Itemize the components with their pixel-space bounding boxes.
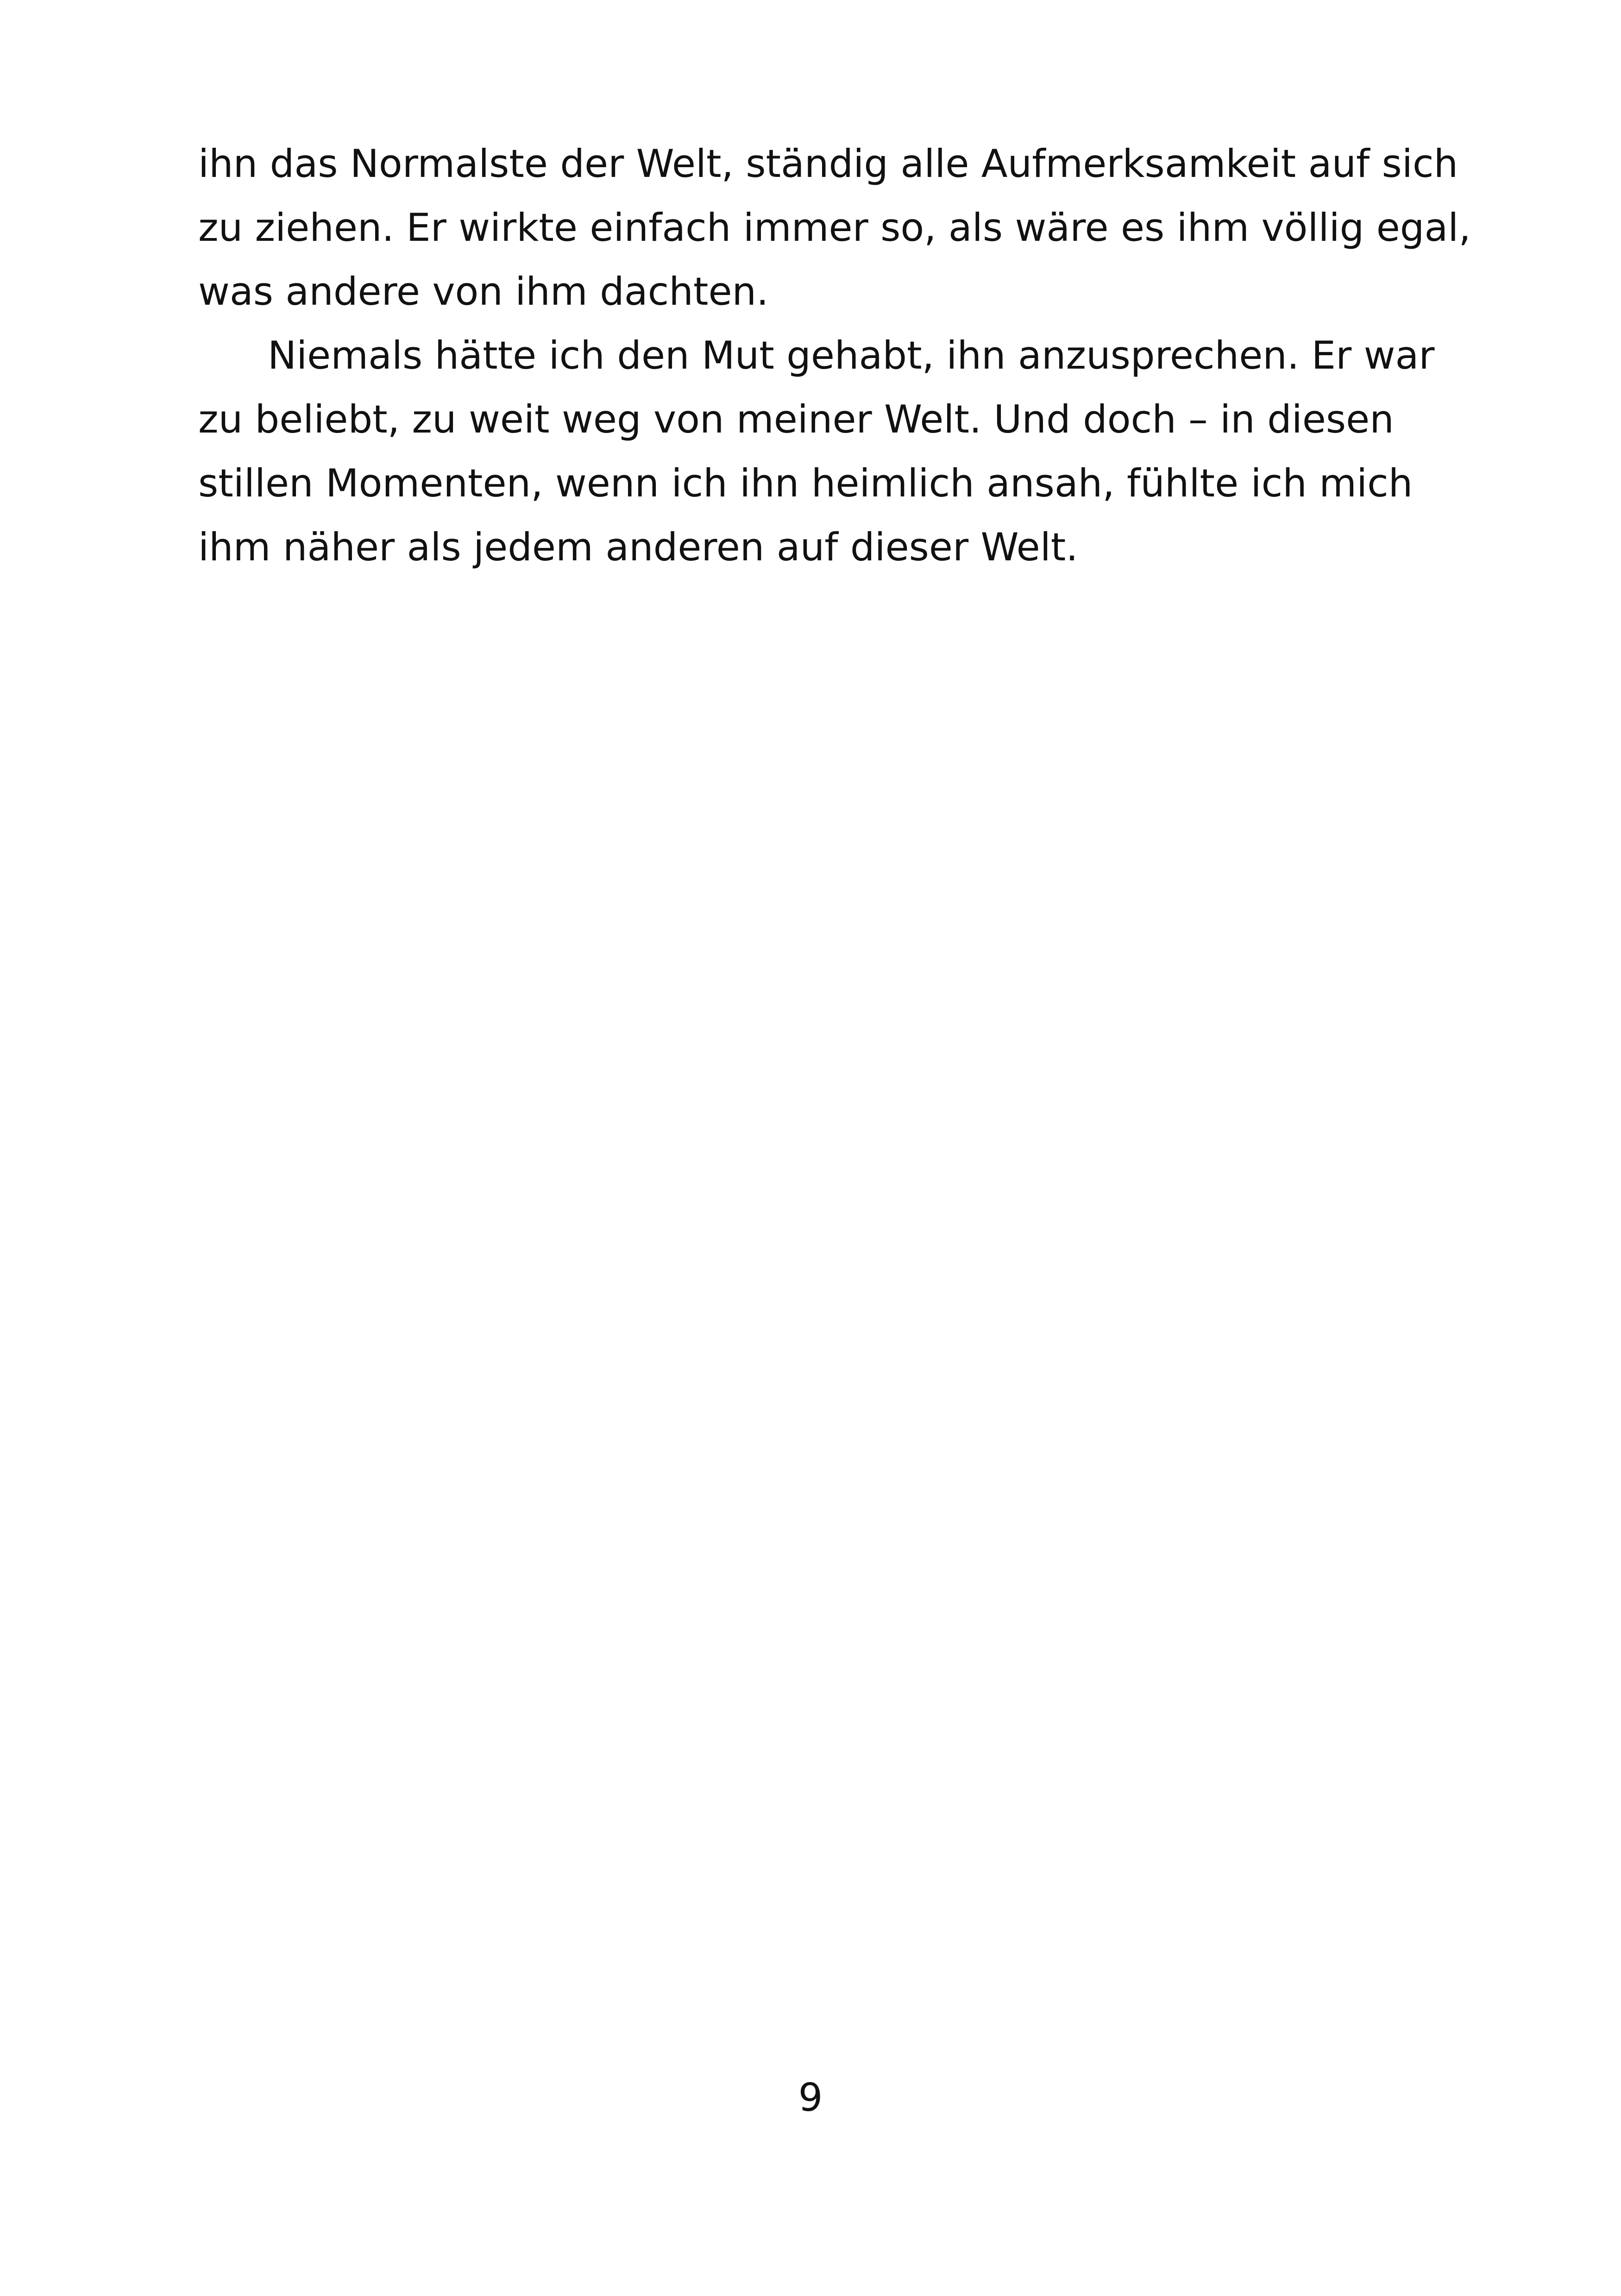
text-line: zu ziehen. Er wirkte einfach immer so, als wäre es ihm völlig egal, xyxy=(198,205,1471,250)
text-line: ihn das Normalste der Welt, ständig alle Aufmerksamkeit auf sich xyxy=(198,141,1458,186)
paragraph-2 xyxy=(198,324,1458,579)
text-line: ihm näher als jedem anderen auf dieser Welt. xyxy=(198,525,1078,570)
text-line: stillen Momenten, wenn ich ihn heimlich ansah, fühlte ich mich xyxy=(198,461,1413,506)
text-line: was andere von ihm dachten. xyxy=(198,269,769,314)
body-text xyxy=(198,132,1471,579)
text-line: Niemals hätte ich den Mut gehabt, ihn anzusprechen. Er war xyxy=(268,333,1435,378)
paragraph-1 xyxy=(198,132,1471,324)
text-line: zu beliebt, zu weit weg von meiner Welt. Und doch – in diesen xyxy=(198,397,1394,442)
page-number: 9 xyxy=(798,2075,823,2120)
